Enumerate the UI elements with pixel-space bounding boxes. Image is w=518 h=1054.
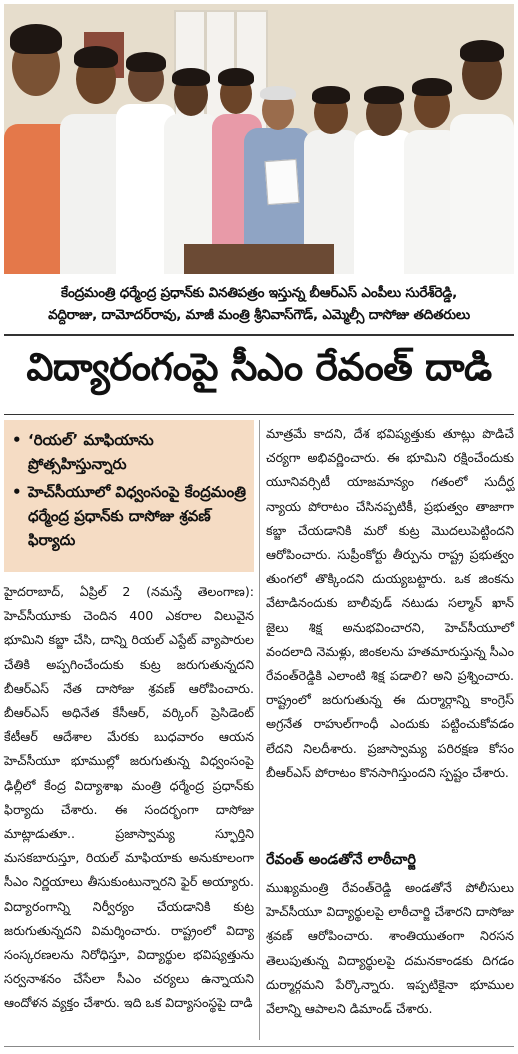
subheading: రేవంత్ అండతోనే లాఠీచార్జి xyxy=(266,852,417,868)
bullet-icon: • xyxy=(12,483,22,501)
bottom-rule xyxy=(4,1046,514,1047)
article-paragraph: హైదరాబాద్, ఏప్రిల్ 2 (నమస్తే తెలంగాణ): హెచ్‌సీయూకు చెందిన 400 ఎకరాల విలువైన భూమిని కబ్జా చేసి, దాన్ని రియల్ ఎస్టేట్ వ్యాపారుల చేతికి అప్పగించేందుకు కుట్ర జరుగుతున్నదని బీఆర్‌ఎస్ నేత దాసోజు శ్రవణ్ ఆరోపించారు. బీఆర్‌ఎస్ అధినేత కేసీఆర్, వర్కింగ్ ప్రెసిడెంట్ కేటీఆర్ ఆదేశాల మేరకు బుధవారం ఆయన హెచ్‌సీయూ భూముల్లో జరుగుతున్న విధ్వంసంపై ఢిల్లీలో కేంద్ర విద్యాశాఖ మంత్రి ధర్మేంద్ర ప్రధాన్‌కు ఫిర్యాదు చేశారు. ఈ సందర్భంగా దాసోజు మాట్లాడుతూ.. ప్రజాస్వామ్య స్ఫూర్తిని మసకబారుస్తూ, రియల్ మాఫియాకు అనుకూలంగా సీఎం నిర్ణయాలు తీసుకుంటున్నారని ఫైర్ అయ్యారు. విద్యారంగాన్ని నిర్వీర్యం చేయడానికి కుట్ర జరుగుతున్నదని విమర్శించారు. రాష్ట్రంలో విద్యా సంస్కరణలను నిరోధిస్తూ, విద్యార్థుల భవిష్యత్తును సర్వనాశనం చేసేలా సీఎం చర్యలు ఉన్నాయని ఆందోళన వ్యక్తం చేశారు. ఇది ఒక విద్యాసంస్థపై దాడి xyxy=(4,584,254,1011)
bullet-icon: • xyxy=(12,431,22,449)
article-paragraph: మాత్రమే కాదని, దేశ భవిష్యత్తుకు తూట్లు పొడిచే చర్యగా అభివర్ణించారు. ఈ భూమిని రక్షించేందుకు యూనివర్సిటీ యాజమాన్యం గతంలో సుదీర్ఘ న్యాయ పోరాటం చేసినప్పటికీ, ప్రభుత్వం తాజాగా కబ్జా చేయడానికి మరో కుట్ర మొదలుపెట్టిందని ఆరోపించారు. సుప్రీంకోర్టు తీర్పును రాష్ట్ర ప్రభుత్వం తుంగలో తొక్కిందని దుయ్యబట్టారు. ఒక జింకను వేటాడినందుకు బాలీవుడ్ నటుడు సల్మాన్ ఖాన్ జైలు శిక్ష అనుభవించారని, హెచ్‌సీయూలో వందలాది నెమళ్లు, జింకలను హతమారుస్తున్న సీఎం రేవంత్‌రెడ్డికి ఎలాంటి శిక్ష పడాలి? అని ప్రశ్నించారు. రాష్ట్రంలో జరుగుతున్న ఈ దుర్మార్గాన్ని కాంగ్రెస్ అగ్రనేత రాహుల్‌గాంధీ ఎందుకు పట్టించుకోవడం లేదని నిలదీశారు. ప్రజాస్వామ్య పరిరక్షణ కోసం బీఆర్‌ఎస్ పోరాటం కొనసాగిస్తుందని స్పష్టం చేశారు. xyxy=(266,426,514,780)
highlight-text: హెచ్‌సీయూలో విధ్వంసంపై కేంద్రమంత్రి ధర్మేంద్ర ప్రధాన్‌కు దాసోజు శ్రవణ్ ఫిర్యాదు xyxy=(28,483,246,549)
article-body-right xyxy=(266,422,514,785)
headline-rule xyxy=(4,414,514,415)
highlight-text: ‘రియల్’ మాఫియాను ప్రోత్సహిస్తున్నారు xyxy=(28,431,154,473)
article-body-left xyxy=(4,580,254,1016)
highlight-item xyxy=(10,480,248,552)
column-divider xyxy=(259,420,260,1040)
photo-caption xyxy=(4,282,514,326)
news-photo xyxy=(4,4,514,274)
article-body-right-2 xyxy=(266,876,514,1021)
caption-line-1: కేంద్రమంత్రి ధర్మేంద్ర ప్రధాన్‌కు వినతిపత్రం ఇస్తున్న బీఆర్‌ఎస్ ఎంపీలు సురేశ్‌రెడ్డి, xyxy=(60,285,458,301)
caption-rule xyxy=(4,334,514,336)
highlights-box xyxy=(4,420,254,572)
highlight-item xyxy=(10,428,248,476)
photo-desk xyxy=(184,244,334,274)
memorandum-paper xyxy=(265,159,300,205)
headline: విద్యారంగంపై సీఎం రేవంత్ దాడి xyxy=(26,345,492,389)
article-paragraph: ముఖ్యమంత్రి రేవంత్‌రెడ్డి అండతోనే పోలీసులు హెచ్‌సీయూ విద్యార్థులపై లాఠీచార్జి చేశారని దాసోజు శ్రవణ్ ఆరోపించారు. శాంతియుతంగా నిరసన తెలుపుతున్న విద్యార్థులపై దమనకాండకు దిగడం దుర్మార్గమని పేర్కొన్నారు. ఇప్పటికైనా భూముల వేలాన్ని ఆపాలని డిమాండ్ చేశారు. xyxy=(266,880,514,1017)
caption-line-2: వద్దిరాజు, దామోదర్‌రావు, మాజీ మంత్రి శ్రీనివాస్‌గౌడ్, ఎమ్మెల్సీ దాసోజు తదితరులు xyxy=(48,307,470,323)
